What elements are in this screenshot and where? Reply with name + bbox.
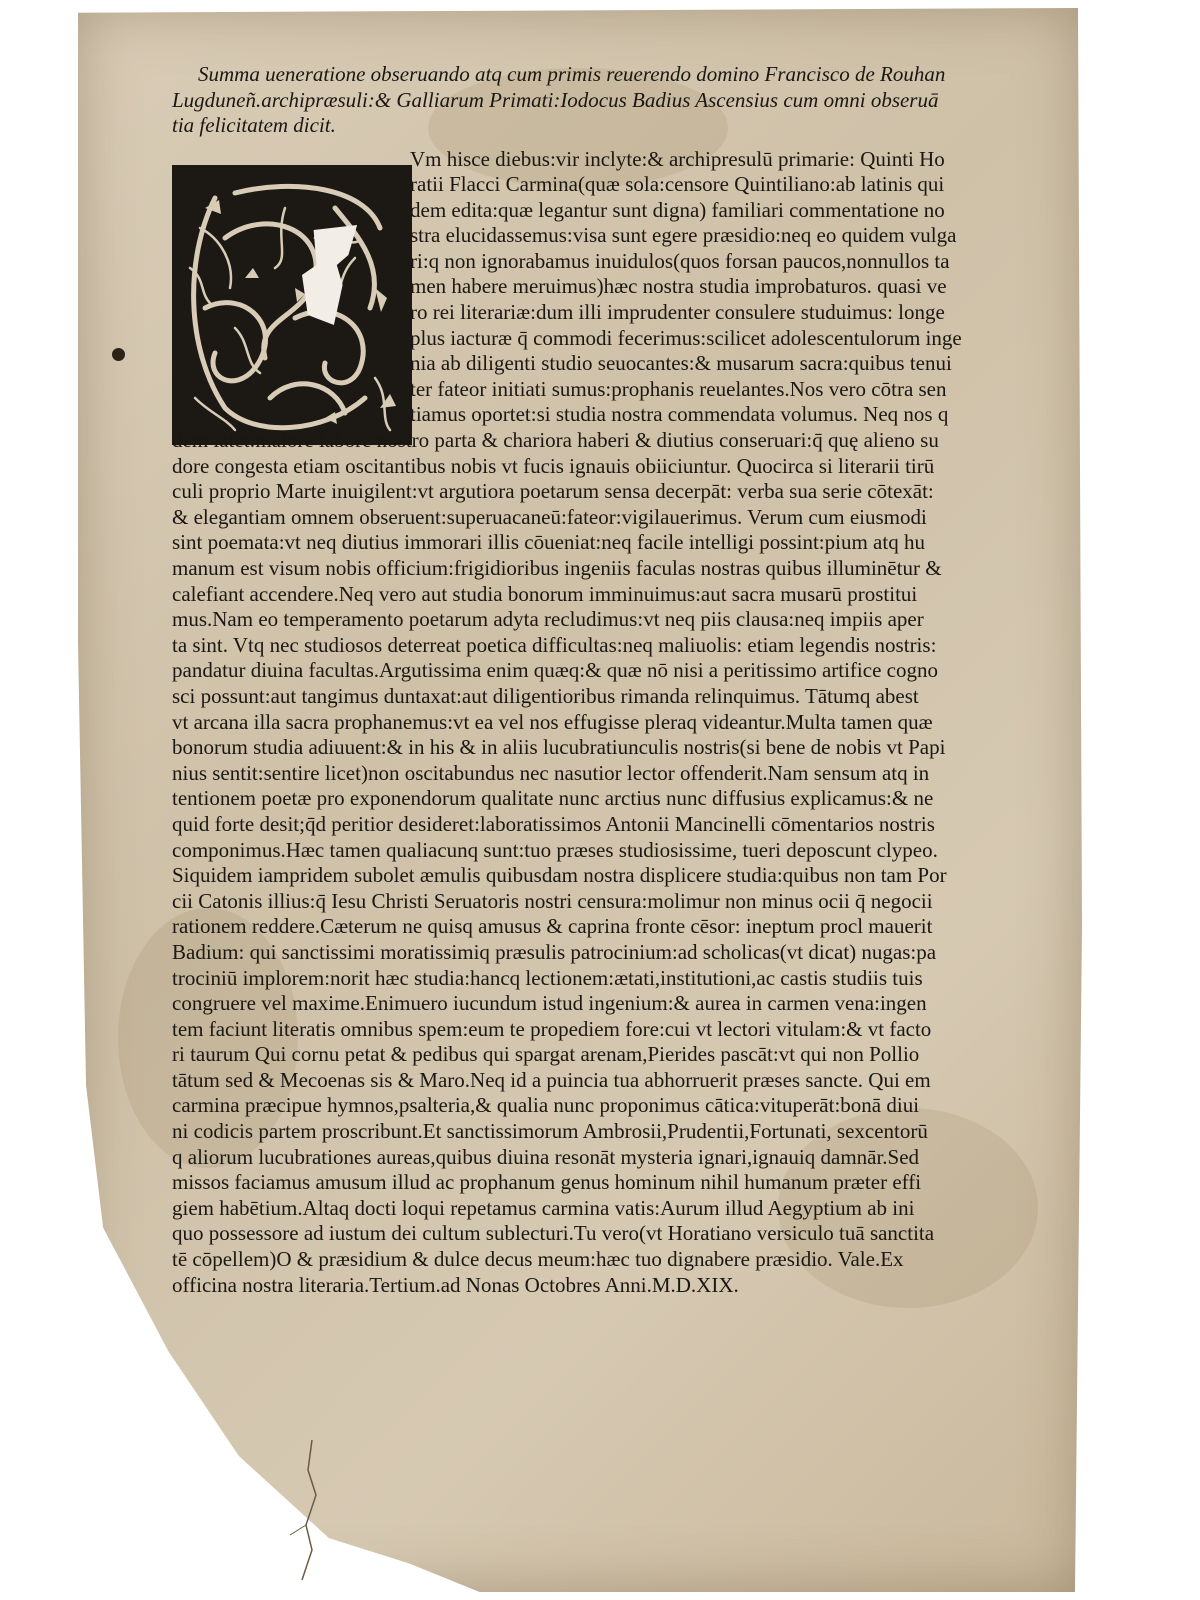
body-line: dore congesta etiam oscitantibus nobis vt fucis ignauis obiiciuntur. Quocirca si literarii tirū (172, 453, 935, 478)
body-line: ni codicis partem proscribunt.Et sanctissimorum Ambrosii,Prudentii,Fortunati, sexcentorū (172, 1119, 928, 1144)
body-line: tentionem poetæ pro exponendorum qualitate nunc arctius nunc diffusius explicamus:& ne (172, 786, 934, 811)
body-line: trociniū implorem:norit hæc studia:hancq lectionem:ætati,institutioni,ac castis studiis tuis (172, 965, 923, 990)
body-line: ratii Flacci Carmina(quæ sola:censore Quintiliano:ab latinis qui (410, 172, 945, 197)
dedication-heading (172, 62, 1070, 139)
body-line: q aliorum lucubrationes aureas,quibus diuina resonāt mysteria ignari,ignauiq damnār.Sed (172, 1144, 920, 1169)
body-line: quid forte desit;q̄d peritior desideret:laboratissimos Antonii Mancinelli cōmentarios nostris (172, 811, 935, 836)
body-line: nia ab diligenti studio seuocantes:& musarum sacra:quibus tenui (410, 351, 952, 376)
body-line: tem faciunt literatis omnibus spem:eum te propediem fore:cui vt lectori vitulam:& vt facto (172, 1016, 932, 1041)
body-line: vt arcana illa sacra prophanemus:vt ea vel nos effugisse pleraq videantur.Multa tamen quæ (172, 709, 933, 734)
body-line: giem habētium.Altaq docti loqui repetamus carmina vatis:Aurum illud Aegyptium ab ini (172, 1195, 915, 1220)
body-line: nius sentit:sentire licet)non oscitabundus nec nasutior lector offenderit.Nam sensum atq in (172, 760, 930, 785)
body-line: cii Catonis illius:q̄ Iesu Christi Seruatoris nostri censura:molimur non minus ocii q̄ negocii (172, 888, 933, 913)
body-line: ri taurum Qui cornu petat & pedibus qui spargat arenam,Pierides pascāt:vt qui non Pollio (172, 1042, 920, 1067)
ink-spot (112, 348, 125, 361)
body-line: bonorum studia adiuuent:& in his & in aliis lucubratiunculis nostris(si bene de nobis vt Papi (172, 735, 946, 760)
body-line: sint poemata:vt neq diutius immorari illis cōueniat:neq facile intelligi possint:pium atq hu (172, 530, 925, 555)
body-line: Badium: qui sanctissimi moratissimiq præsulis patrocinium:ad scholicas(vt dicat) nugas:pa (172, 939, 937, 964)
body-line: plus iacturæ q̄ commodi fecerimus:scilicet adolescentulorum inge (410, 325, 962, 350)
body-line: tātum sed & Mecoenas sis & Maro.Neq id a puincia tua abhorruerit præses sancte. Qui em (172, 1067, 931, 1092)
body-line: missos faciamus amusum illud ac prophanum genus hominum nihil humanum præter effi (172, 1170, 922, 1195)
body-line: ri:q non ignorabamus inuidulos(quos forsan paucos,nonnullos ta (410, 248, 950, 273)
letter-text (172, 62, 1070, 1298)
body-line: congruere vel maxime.Enimuero iucundum istud ingenium:& aurea in carmen vena:ingen (172, 991, 927, 1016)
body-line: dem edita:quæ legantur sunt digna) familiari commentatione no (410, 197, 945, 222)
body-line: Siquidem iampridem subolet æmulis quibusdam nostra displicere studia:quibus non tam Por (172, 863, 947, 888)
body-line: ter fateor initiati sumus:prophanis reuelantes.Nos vero cōtra sen (410, 376, 947, 401)
body-line: officina nostra literaria.Tertium.ad Nonas Octobres Anni.M.D.XIX. (172, 1272, 739, 1297)
heading-line: Lugduneñ.archipræsuli:& Galliarum Primati:Iodocus Badius Ascensius cum omni obseruā (172, 87, 939, 112)
body-line: componimus.Hæc tamen qualiacunq sunt:tuo præses studiosissime, tueri deposcunt clypeo. (172, 837, 938, 862)
body-line: quo possessore ad iustum dei cultum sublecturi.Tu vero(vt Horatiano versiculo tuā sanctita (172, 1221, 935, 1246)
body-line: mus.Nam eo temperamento poetarum adyta recludimus:vt neq piis clausa:neq impiis aper (172, 607, 924, 632)
body-line: carmina præcipue hymnos,psalteria,& qualia nunc proponimus cātica:vituperāt:bonā diui (172, 1093, 920, 1118)
heading-line: Summa ueneratione obseruando atq cum primis reuerendo domino Francisco de Rouhan (198, 62, 946, 86)
body-line: calefiant accendere.Neq vero aut studia bonorum imminuimus:aut sacra musarū prostitui (172, 581, 918, 606)
body-line: rationem reddere.Cæterum ne quisq amusus & caprina fronte cēsor: ineptum procl mauerit (172, 914, 933, 939)
body-line: dem latet:maiore labore nostro parta & chariora haberi & diutius conseruari:q̄ quę alieno su (172, 428, 939, 453)
body-line: men habere meruimus)hæc nostra studia improbaturos. quasi ve (410, 274, 947, 299)
body-line: Vm hisce diebus:vir inclyte:& archipresulū primarie: Quinti Ho (410, 146, 945, 171)
heading-line: tia felicitatem dicit. (172, 113, 336, 137)
body-line: manum est visum nobis officium:frigidioribus ingeniis faculas nostras quibus illuminētur & (172, 556, 942, 580)
body-line: ta sint. Vtq nec studiosos deterreat poetica difficultas:neq maliuolis: etiam legendis nostris: (172, 632, 937, 657)
body-line: tē cōpellem)O & præsidium & dulce decus meum:hæc tuo dignabere præsidio. Vale.Ex (172, 1247, 904, 1272)
paper-crack (282, 1440, 342, 1590)
body-line: tiamus oportet:si studia nostra commendata volumus. Neq nos q (410, 402, 949, 427)
body-line: culi proprio Marte inuigilent:vt argutiora poetarum sensa decerpāt: verba sua serie cōtexāt: (172, 479, 934, 504)
body-line: ro rei literariæ:dum illi imprudenter consulere studuimus: longe (410, 300, 945, 325)
body-line: pandatur diuina facultas.Argutissima enim quæq:& quæ nō nisi a peritissimo artifice cogno (172, 658, 938, 683)
body-line: sci possunt:aut tangimus duntaxat:aut diligentioribus rimanda relinquimus. Tātumq abest (172, 683, 919, 708)
body-line: stra elucidassemus:visa sunt egere præsidio:neq eo quidem vulga (410, 223, 957, 248)
letter-body (172, 147, 1070, 1299)
body-line: & elegantiam omnem obseruent:superuacaneū:fateor:vigilauerimus. Verum cum eiusmodi (172, 504, 927, 529)
